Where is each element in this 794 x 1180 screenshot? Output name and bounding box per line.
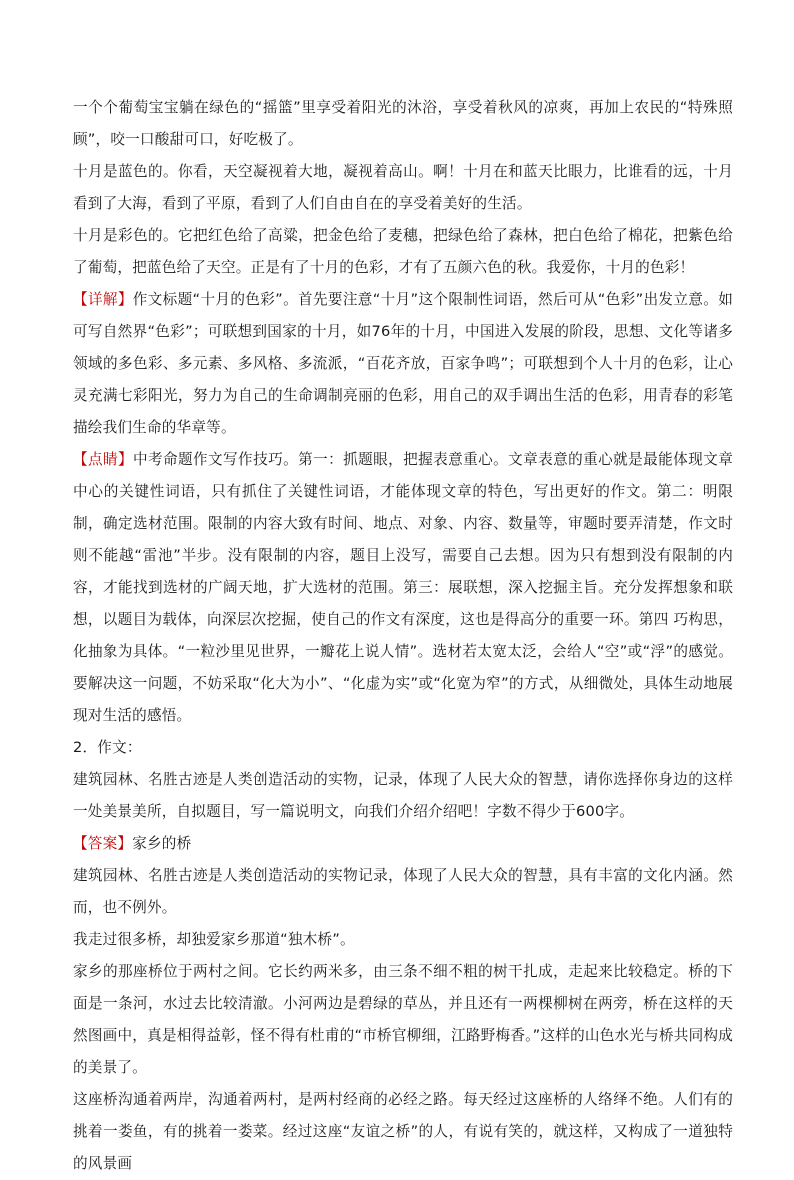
paragraph-text: 建筑园林、名胜古迹是人类创造活动的实物，记录，体现了人民大众的智慧，请你选择你身边的这样一处美景美所，自拟题目，写一篇说明文，向我们介绍介绍吧！字数不得少于600字。 (73, 771, 733, 820)
paragraph-text: 作文标题“十月的色彩”。首先要注意“十月”这个限制性词语，然后可从“色彩”出发立意。如可写自然界“色彩”；可联想到国家的十月，如76年的十月，中国进入发展的阶段，思想、文化等诸多领域的多色彩、多元素、多风格、多流派，“百花齐放，百家争鸣”；可联想到个人十月的色彩，让心灵充满七彩阳光，努力为自己的生命调制亮丽的色彩，用自己的双手调出生活的色彩，用青春的彩笔描绘我们生命的华章等。 (73, 291, 733, 436)
paragraph-grapes (73, 92, 733, 156)
paragraph-text: 家乡的桥 (132, 835, 192, 852)
paragraph-bridge-function (73, 1084, 733, 1180)
paragraph-colorful (73, 220, 733, 284)
paragraph-text: 这座桥沟通着两岸，沟通着两村，是两村经商的必经之路。每天经过这座桥的人络绎不绝。人们有的挑着一娄鱼，有的挑着一娄菜。经过这座“友谊之桥”的人，有说有笑的，就这样，又构成了一道独特的风景画 (73, 1091, 733, 1172)
paragraph-text: 我走过很多桥，却独爱家乡那道“独木桥”。 (73, 931, 355, 948)
paragraph-blue (73, 156, 733, 220)
paragraph-text: 十月是彩色的。它把红色给了高粱，把金色给了麦穗，把绿色给了森林，把白色给了棉花，把紫色给了葡萄，把蓝色给了天空。正是有了十月的色彩，才有了五颜六色的秋。我爱你，十月的色彩！ (73, 227, 733, 276)
paragraph-bridge-love (73, 924, 733, 956)
paragraph-text: 家乡的那座桥位于两村之间。它长约两米多，由三条不细不粗的树干扎成，走起来比较稳定。桥的下面是一条河，水过去比较清澈。小河两边是碧绿的草丛，并且还有一两棵柳树在两旁，桥在这样的天然图画中，真是相得益彰，怪不得有杜甫的“市桥官柳细，江路野梅香。”这样的山色水光与桥共同构成的美景了。 (73, 963, 733, 1076)
question-prompt (73, 764, 733, 828)
paragraph-text: 一个个葡萄宝宝躺在绿色的“摇篮”里享受着阳光的沐浴，享受着秋风的凉爽，再加上农民的“特殊照顾”，咬一口酸甜可口，好吃极了。 (73, 99, 733, 148)
paragraph-text: 建筑园林、名胜古迹是人类创造活动的实物记录，体现了人民大众的智慧，具有丰富的文化内涵。然而，也不例外。 (73, 867, 733, 916)
answer-title (73, 828, 733, 860)
tips-tag: 【点睛】 (73, 451, 134, 468)
question-number (73, 732, 733, 764)
paragraph-tips (73, 444, 733, 732)
paragraph-text: 2．作文： (73, 739, 142, 756)
document-body (73, 92, 733, 1180)
paragraph-intro (73, 860, 733, 924)
paragraph-text: 中考命题作文写作技巧。第一：抓题眼，把握表意重心。文章表意的重心就是最能体现文章中心的关键性词语，只有抓住了关键性词语，才能体现文章的特色，写出更好的作文。第二：明限制，确定选材范围。限制的内容大致有时间、地点、对象、内容、数量等，审题时要弄清楚，作文时则不能越“雷池”半步。没有限制的内容，题目上没写，需要自己去想。因为只有想到没有限制的内容，才能找到选材的广阔天地，扩大选材的范围。第三：展联想，深入挖掘主旨。充分发挥想象和联想，以题目为载体，向深层次挖掘，使自己的作文有深度，这也是得高分的重要一环。第四 巧构思，化抽象为具体。“一粒沙里见世界，一瓣花上说人情”。选材若太宽太泛，会给人“空”或“浮”的感觉。要解决这一问题，不妨采取“化大为小”、“化虚为实”或“化宽为窄”的方式，从细微处，具体生动地展现对生活的感悟。 (73, 451, 733, 724)
explanation-tag: 【详解】 (73, 291, 133, 308)
paragraph-bridge-location (73, 956, 733, 1084)
answer-tag: 【答案】 (73, 835, 133, 852)
paragraph-explanation (73, 284, 733, 444)
paragraph-text: 十月是蓝色的。你看，天空凝视着大地，凝视着高山。啊！十月在和蓝天比眼力，比谁看的远，十月看到了大海，看到了平原，看到了人们自由自在的享受着美好的生活。 (73, 163, 733, 212)
